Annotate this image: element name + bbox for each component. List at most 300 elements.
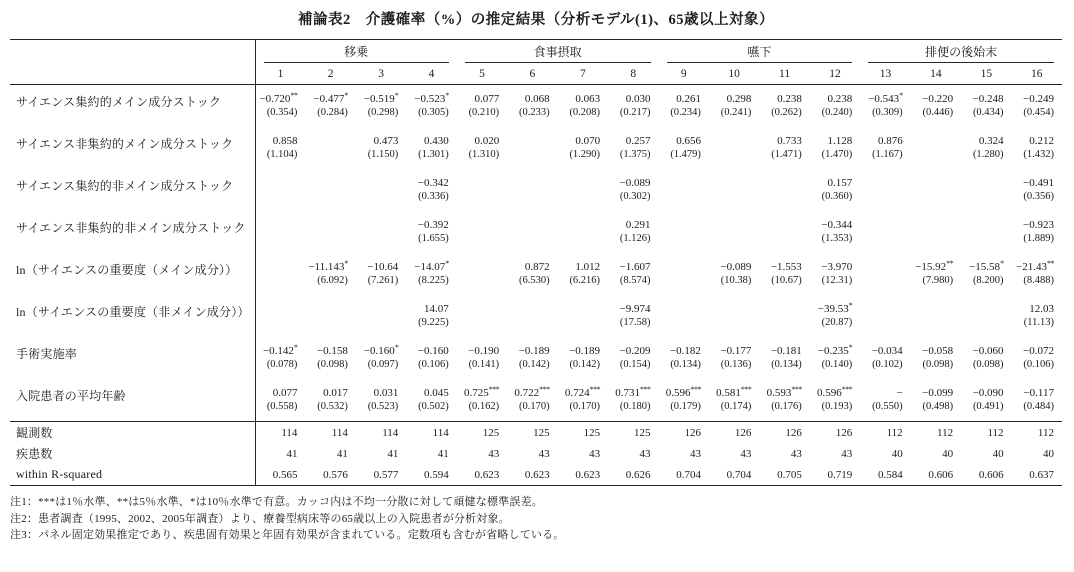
coefficient-value: 0.725*** — [463, 385, 500, 399]
coefficient-value: 0.724*** — [564, 385, 601, 399]
coefficient-value: 0.872 — [524, 261, 550, 273]
standard-error-value — [255, 232, 305, 253]
coefficient-value: −0.392 — [417, 219, 449, 231]
column-group-row — [10, 40, 1062, 64]
coefficient-value — [709, 169, 759, 190]
standard-error-value: (0.302) — [619, 191, 651, 202]
coefficient-value — [305, 295, 355, 316]
standard-error-value: (0.233) — [519, 107, 550, 118]
standard-error-value — [860, 316, 910, 337]
standard-error-value: (0.098) — [317, 359, 348, 370]
coefficient-value — [507, 211, 557, 232]
standard-error-value: (0.305) — [418, 107, 449, 118]
standard-error-value: (0.142) — [569, 359, 601, 370]
coefficient-value: −0.189 — [569, 345, 601, 357]
standard-error-value — [507, 316, 557, 337]
coefficient-value — [255, 211, 305, 232]
coefficient-value — [709, 127, 759, 148]
summary-value: 40 — [891, 447, 903, 460]
summary-value: 126 — [659, 422, 709, 444]
coefficient-value — [961, 295, 1011, 316]
coefficient-value — [961, 169, 1011, 190]
table-notes — [10, 494, 1062, 544]
summary-value: 112 — [911, 422, 961, 444]
significance-stars: *** — [791, 385, 802, 394]
standard-error-value: (0.309) — [872, 107, 903, 118]
coefficient-value — [558, 295, 608, 316]
coefficient-value: −0.344 — [821, 219, 853, 231]
standard-error-value — [457, 274, 507, 295]
coefficient-value: 0.593*** — [766, 385, 802, 399]
coefficient-value — [961, 211, 1011, 232]
standard-error-value: (0.174) — [720, 401, 752, 412]
coefficient-value: −0.519* — [363, 91, 399, 105]
summary-value: 40 — [992, 447, 1004, 460]
standard-error-value: (8.574) — [619, 275, 651, 286]
row-label: ln（サイエンスの重要度（メイン成分）） — [10, 253, 255, 295]
standard-error-value: (0.454) — [1023, 107, 1054, 118]
standard-error-value: (11.13) — [1023, 317, 1054, 328]
significance-stars: * — [445, 259, 449, 268]
coefficient-value: −0.235* — [817, 343, 853, 357]
coefficient-value: −0.220 — [922, 93, 954, 105]
summary-value: 43 — [740, 447, 752, 460]
standard-error-value: (0.446) — [922, 107, 954, 118]
summary-value: 43 — [841, 447, 853, 460]
summary-value: 43 — [639, 447, 651, 460]
summary-row — [10, 422, 1062, 444]
summary-value: 43 — [689, 447, 701, 460]
significance-stars: *** — [690, 385, 701, 394]
standard-error-value: (0.142) — [519, 359, 550, 370]
coefficient-value — [457, 169, 507, 190]
significance-stars: *** — [740, 385, 752, 394]
significance-stars: * — [394, 343, 399, 352]
coefficient-value: −0.034 — [871, 345, 903, 357]
standard-error-value — [457, 316, 507, 337]
coefficient-value: −0.181 — [770, 345, 802, 357]
standard-error-value: (1.301) — [418, 149, 449, 160]
coefficient-value: −0.523* — [414, 91, 449, 105]
standard-error-value: (0.098) — [922, 359, 954, 370]
coefficient-value — [860, 169, 910, 190]
coefficient-value: −0.117 — [1023, 387, 1054, 399]
coefficient-value: 0.731*** — [615, 385, 651, 399]
summary-value: 41 — [336, 447, 348, 460]
column-number-10: 10 — [709, 63, 759, 85]
standard-error-value: (1.280) — [972, 149, 1004, 160]
column-number-5: 5 — [457, 63, 507, 85]
standard-error-value: (0.078) — [266, 359, 298, 370]
standard-error-value — [356, 190, 406, 211]
coefficient-value — [759, 169, 809, 190]
standard-error-value — [558, 232, 608, 253]
significance-stars: *** — [539, 385, 550, 394]
coefficient-value: −11.143* — [308, 259, 348, 273]
coefficient-value: −0.248 — [972, 93, 1004, 105]
coefficient-value: 0.238 — [777, 93, 802, 105]
standard-error-value: (1.655) — [418, 233, 449, 244]
summary-value: 0.626 — [608, 464, 658, 486]
summary-label: 疾患数 — [10, 443, 255, 464]
coefficient-value: −0.189 — [518, 345, 550, 357]
coefficient-value — [558, 169, 608, 190]
summary-value: 112 — [961, 422, 1011, 444]
significance-stars: *** — [841, 385, 853, 394]
table-body — [10, 85, 1062, 486]
coefficient-value: −0.072 — [1023, 345, 1054, 357]
standard-error-value: (7.261) — [367, 275, 399, 286]
row-label: 入院患者の平均年齢 — [10, 379, 255, 422]
coefficient-value: 0.238 — [827, 93, 853, 105]
standard-error-value — [961, 232, 1011, 253]
coefficient-value — [457, 211, 507, 232]
standard-error-value: (0.154) — [619, 359, 651, 370]
corner-cell — [10, 40, 255, 64]
standard-error-value — [911, 316, 961, 337]
standard-error-value: (0.336) — [418, 191, 449, 202]
coefficient-value: −0.342 — [417, 177, 449, 189]
summary-value: 114 — [356, 422, 406, 444]
coefficient-value: −0.058 — [922, 345, 954, 357]
standard-error-value: (0.102) — [872, 359, 903, 370]
standard-error-value — [659, 316, 709, 337]
standard-error-value — [255, 316, 305, 337]
significance-stars: * — [1000, 259, 1004, 268]
summary-value: 114 — [305, 422, 355, 444]
coefficient-value: −0.923 — [1023, 219, 1054, 231]
summary-value: 125 — [507, 422, 557, 444]
standard-error-value: (0.176) — [771, 401, 802, 412]
summary-value: 43 — [790, 447, 802, 460]
summary-value: 40 — [1043, 447, 1054, 460]
significance-stars: * — [848, 343, 853, 352]
standard-error-value: (0.193) — [821, 401, 853, 412]
column-group-label: 嚥下 — [667, 40, 853, 63]
summary-label: within R-squared — [10, 464, 255, 486]
significance-stars: * — [344, 259, 348, 268]
coef-row — [10, 85, 1062, 107]
standard-error-value: (1.150) — [367, 149, 399, 160]
standard-error-value: (0.356) — [1023, 191, 1054, 202]
summary-value: 0.623 — [457, 464, 507, 486]
standard-error-value: (12.31) — [821, 275, 853, 286]
standard-error-value — [305, 148, 355, 169]
standard-error-value: (0.502) — [418, 401, 449, 412]
row-label: サイエンス非集約的メイン成分ストック — [10, 127, 255, 169]
summary-value: 114 — [406, 422, 456, 444]
standard-error-value: (0.210) — [468, 107, 500, 118]
standard-error-value: (1.353) — [821, 233, 853, 244]
summary-value: 41 — [437, 447, 449, 460]
summary-value: 112 — [1012, 422, 1062, 444]
standard-error-value — [305, 316, 355, 337]
coefficient-value: 0.257 — [625, 135, 651, 147]
standard-error-value: (0.484) — [1023, 401, 1054, 412]
standard-error-value — [709, 148, 759, 169]
coefficient-value — [356, 211, 406, 232]
row-label: サイエンス非集約的非メイン成分ストック — [10, 211, 255, 253]
summary-row — [10, 443, 1062, 464]
standard-error-value — [759, 316, 809, 337]
standard-error-value — [659, 232, 709, 253]
column-number-2: 2 — [305, 63, 355, 85]
standard-error-value: (0.234) — [670, 107, 701, 118]
summary-value: 43 — [589, 447, 601, 460]
summary-value: 126 — [759, 422, 809, 444]
coefficient-value: 0.858 — [272, 135, 298, 147]
standard-error-value: (0.298) — [367, 107, 399, 118]
column-group-header-2 — [457, 40, 659, 64]
coefficient-value: 0.324 — [978, 135, 1004, 147]
coefficient-value: 0.070 — [575, 135, 601, 147]
coefficient-value: 12.03 — [1029, 303, 1054, 315]
coefficient-value: 0.068 — [524, 93, 550, 105]
standard-error-value: (1.432) — [1023, 149, 1054, 160]
standard-error-value — [305, 232, 355, 253]
coefficient-value: − — [896, 387, 903, 399]
standard-error-value: (0.140) — [821, 359, 853, 370]
standard-error-value: (0.284) — [317, 107, 348, 118]
coefficient-value — [457, 295, 507, 316]
standard-error-value: (0.106) — [1023, 359, 1054, 370]
standard-error-value: (0.136) — [720, 359, 752, 370]
column-number-row — [10, 63, 1062, 85]
summary-label: 観測数 — [10, 422, 255, 444]
summary-value: 125 — [558, 422, 608, 444]
summary-value: 112 — [860, 422, 910, 444]
summary-value: 0.719 — [810, 464, 860, 486]
standard-error-value: (1.470) — [821, 149, 853, 160]
summary-value: 126 — [709, 422, 759, 444]
coefficient-value — [709, 295, 759, 316]
coefficient-value: −0.249 — [1023, 93, 1054, 105]
significance-stars: *** — [589, 385, 601, 394]
coefficient-value: 0.017 — [323, 387, 348, 399]
standard-error-value: (0.162) — [468, 401, 500, 412]
standard-error-value: (0.241) — [720, 107, 752, 118]
coefficient-value — [356, 295, 406, 316]
standard-error-value: (0.208) — [569, 107, 601, 118]
coefficient-value: −39.53* — [817, 301, 853, 315]
coefficient-value: −0.720** — [259, 91, 298, 105]
significance-stars: * — [899, 91, 903, 100]
coefficient-value: −0.099 — [922, 387, 954, 399]
standard-error-value: (10.67) — [771, 275, 802, 286]
coefficient-value: −0.182 — [669, 345, 701, 357]
significance-stars: ** — [1047, 259, 1054, 268]
standard-error-value — [911, 232, 961, 253]
note-line-2: 注2：患者調査（1995、2002、2005年調査）より、療養型病床等の65歳以上の入院患者が分析対象。 — [10, 512, 510, 525]
coefficient-value — [659, 253, 709, 274]
significance-stars: *** — [640, 385, 651, 394]
summary-value: 41 — [387, 447, 399, 460]
coefficient-value — [759, 295, 809, 316]
standard-error-value — [507, 148, 557, 169]
summary-value: 0.606 — [961, 464, 1011, 486]
coef-row — [10, 295, 1062, 316]
standard-error-value: (8.200) — [972, 275, 1004, 286]
summary-value: 125 — [457, 422, 507, 444]
standard-error-value — [709, 316, 759, 337]
coefficient-value: 0.722*** — [514, 385, 550, 399]
coefficient-value: 0.876 — [877, 135, 903, 147]
coefficient-value — [759, 211, 809, 232]
coefficient-value — [305, 169, 355, 190]
table-header — [10, 40, 1062, 85]
column-number-6: 6 — [507, 63, 557, 85]
coefficient-value: −15.92** — [915, 259, 954, 273]
column-number-9: 9 — [659, 63, 709, 85]
summary-value: 0.565 — [255, 464, 305, 486]
standard-error-value — [558, 190, 608, 211]
summary-value: 0.623 — [558, 464, 608, 486]
coefficient-value: −0.089 — [619, 177, 651, 189]
corner-cell-2 — [10, 63, 255, 85]
standard-error-value: (0.180) — [619, 401, 651, 412]
summary-value: 40 — [942, 447, 954, 460]
standard-error-value: (20.87) — [821, 317, 853, 328]
coefficient-value: −0.160* — [363, 343, 399, 357]
summary-value: 0.623 — [507, 464, 557, 486]
coefficient-value: 0.581*** — [716, 385, 752, 399]
coefficient-value: −14.07* — [414, 259, 449, 273]
significance-stars: * — [848, 301, 853, 310]
standard-error-value: (0.498) — [922, 401, 954, 412]
standard-error-value: (1.479) — [670, 149, 701, 160]
column-number-7: 7 — [558, 63, 608, 85]
coefficient-value — [911, 169, 961, 190]
coefficient-value: −3.970 — [821, 261, 853, 273]
summary-value: 41 — [286, 447, 298, 460]
summary-value: 0.606 — [911, 464, 961, 486]
standard-error-value — [255, 190, 305, 211]
coefficient-value — [659, 211, 709, 232]
standard-error-value: (0.217) — [619, 107, 651, 118]
summary-value: 125 — [608, 422, 658, 444]
standard-error-value — [860, 274, 910, 295]
note-line-3: 注3：パネル固定効果推定であり、疾患固有効果と年固有効果が含まれている。定数項も含むが省略している。 — [10, 529, 565, 541]
coefficient-value: 0.030 — [625, 93, 651, 105]
column-group-label: 食事摂取 — [465, 40, 651, 63]
estimation-table — [10, 39, 1062, 486]
standard-error-value: (0.179) — [670, 401, 701, 412]
summary-value: 0.704 — [659, 464, 709, 486]
coefficient-value — [255, 169, 305, 190]
standard-error-value — [759, 190, 809, 211]
significance-stars: * — [394, 91, 399, 100]
standard-error-value: (0.558) — [266, 401, 298, 412]
standard-error-value: (0.491) — [972, 401, 1004, 412]
coefficient-value — [659, 295, 709, 316]
coefficient-value — [860, 295, 910, 316]
coefficient-value — [709, 211, 759, 232]
standard-error-value: (8.488) — [1023, 275, 1054, 286]
column-number-15: 15 — [961, 63, 1011, 85]
coefficient-value — [659, 169, 709, 190]
standard-error-value: (0.240) — [821, 107, 853, 118]
coefficient-value: −0.491 — [1023, 177, 1054, 189]
standard-error-value: (0.170) — [569, 401, 601, 412]
standard-error-value: (0.434) — [972, 107, 1004, 118]
column-group-header-4 — [860, 40, 1062, 64]
summary-value: 0.705 — [759, 464, 809, 486]
standard-error-value — [507, 232, 557, 253]
summary-value: 126 — [810, 422, 860, 444]
coefficient-value: 0.298 — [726, 93, 752, 105]
standard-error-value — [961, 316, 1011, 337]
note-line-1: 注1：***は1％水準、**は5％水準、*は10％水準で有意。カッコ内は不均一分散に対して頑健な標準誤差。 — [10, 496, 543, 508]
column-number-8: 8 — [608, 63, 658, 85]
column-group-header-1 — [255, 40, 457, 64]
coefficient-value — [911, 211, 961, 232]
summary-value: 43 — [488, 447, 500, 460]
standard-error-value: (1.471) — [771, 149, 802, 160]
coefficient-value: 0.157 — [827, 177, 853, 189]
coefficient-value — [255, 295, 305, 316]
significance-stars: * — [293, 343, 298, 352]
summary-row — [10, 464, 1062, 486]
coef-row — [10, 169, 1062, 190]
coefficient-value: −0.089 — [720, 261, 752, 273]
summary-value: 0.576 — [305, 464, 355, 486]
significance-stars: * — [445, 91, 449, 100]
standard-error-value: (0.141) — [468, 359, 500, 370]
coefficient-value: 0.291 — [625, 219, 651, 231]
coefficient-value: −0.158 — [316, 345, 348, 357]
standard-error-value: (0.098) — [972, 359, 1004, 370]
summary-value: 0.704 — [709, 464, 759, 486]
standard-error-value: (0.360) — [821, 191, 853, 202]
standard-error-value — [659, 190, 709, 211]
standard-error-value — [507, 190, 557, 211]
row-label: サイエンス集約的メイン成分ストック — [10, 85, 255, 128]
standard-error-value: (0.097) — [367, 359, 399, 370]
column-number-16: 16 — [1012, 63, 1062, 85]
standard-error-value: (0.134) — [670, 359, 701, 370]
column-group-label: 移乗 — [264, 40, 449, 63]
coefficient-value — [911, 295, 961, 316]
summary-value: 0.637 — [1012, 464, 1062, 486]
column-number-3: 3 — [356, 63, 406, 85]
coefficient-value: −0.160 — [417, 345, 449, 357]
column-group-header-3 — [659, 40, 861, 64]
coefficient-value: −0.177 — [720, 345, 752, 357]
coefficient-value: −1.607 — [619, 261, 651, 273]
standard-error-value: (0.134) — [771, 359, 802, 370]
standard-error-value: (8.225) — [418, 275, 449, 286]
standard-error-value: (6.530) — [519, 275, 550, 286]
standard-error-value — [860, 232, 910, 253]
standard-error-value — [356, 316, 406, 337]
summary-value: 114 — [255, 422, 305, 444]
summary-value: 0.594 — [406, 464, 456, 486]
standard-error-value: (0.106) — [418, 359, 449, 370]
standard-error-value: (1.167) — [872, 149, 903, 160]
coefficient-value: 0.031 — [373, 387, 399, 399]
significance-stars: * — [344, 91, 348, 100]
standard-error-value: (0.532) — [317, 401, 348, 412]
column-number-13: 13 — [860, 63, 910, 85]
coefficient-value: 0.063 — [575, 93, 601, 105]
significance-stars: ** — [290, 91, 298, 100]
coefficient-value: −0.090 — [972, 387, 1004, 399]
coefficient-value: −10.64 — [367, 261, 399, 273]
coefficient-value: 0.077 — [272, 387, 298, 399]
coefficient-value: −21.43** — [1016, 259, 1054, 273]
standard-error-value — [709, 190, 759, 211]
coef-row — [10, 253, 1062, 274]
